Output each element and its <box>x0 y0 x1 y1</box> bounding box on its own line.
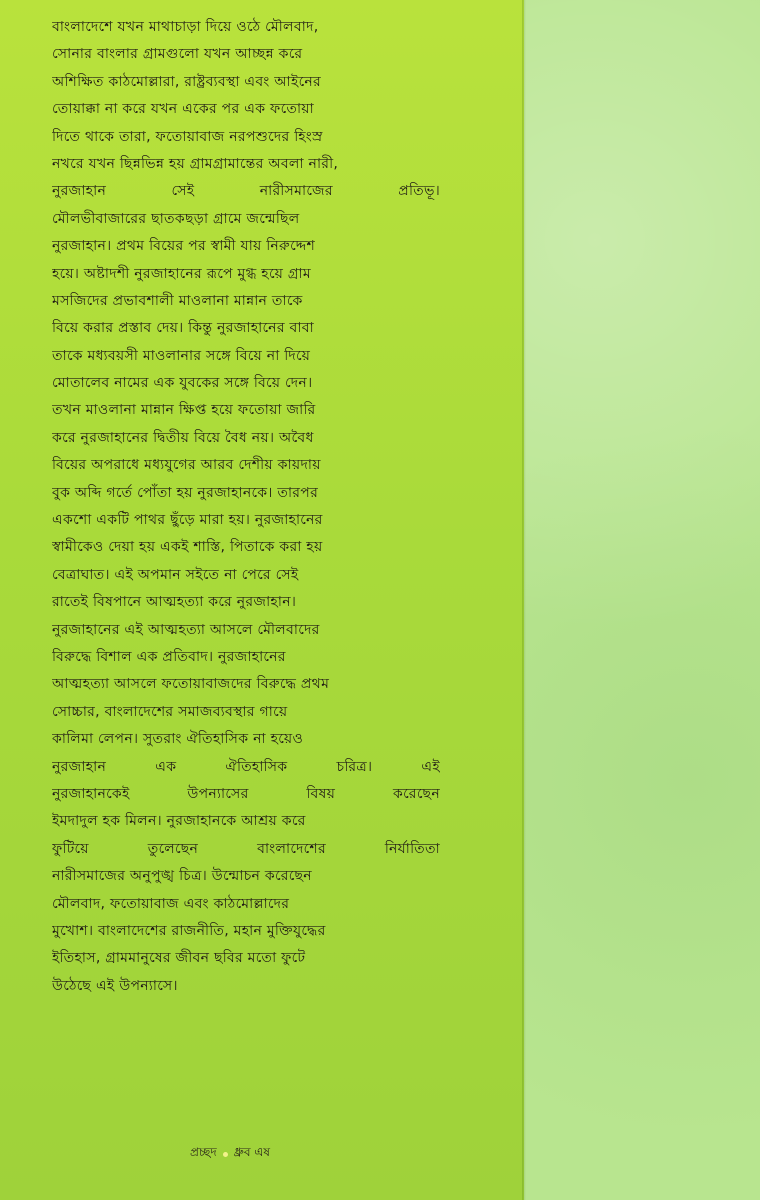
blurb-text <box>52 14 440 1000</box>
blurb-line: বাংলাদেশে যখন মাথাচাড়া দিয়ে ওঠে মৌলবাদ, <box>52 19 319 35</box>
blurb-line: তোয়াক্কা না করে যখন একের পর এক ফতোয়া <box>52 101 314 118</box>
blurb-line: ইমদাদুল হক মিলন। নুরজাহানকে আশ্রয় করে <box>52 813 306 830</box>
blurb-line: মোতালেব নামের এক যুবকের সঙ্গে বিয়ে দেন। <box>52 375 313 392</box>
blurb-line: মৌলবাদ, ফতোয়াবাজ এবং কাঠমোল্লাদের <box>52 895 290 912</box>
blurb-line: নারীসমাজের অনুপুঙ্খ চিত্র। উন্মোচন করেছেন <box>52 868 312 885</box>
blurb-line: বিয়ে করার প্রস্তাব দেয়। কিন্তু নুরজাহানের বাবা <box>52 320 314 337</box>
blurb-line: বেত্রাঘাত। এই অপমান সইতে না পেরে সেই <box>52 566 299 583</box>
blurb-line: নুরজাহানকেই উপন্যাসের বিষয় করেছেন <box>52 785 440 802</box>
blurb-line: আত্মহত্যা আসলে ফতোয়াবাজদের বিরুদ্ধে প্রথম <box>52 676 330 693</box>
blurb-line: তাকে মধ্যবয়সী মাওলানার সঙ্গে বিয়ে না দিয়ে <box>52 347 311 364</box>
blurb-line: নুরজাহানের এই আত্মহত্যা আসলে মৌলবাদের <box>52 621 320 638</box>
blurb-line: ইতিহাস, গ্রামমানুষের জীবন ছবির মতো ফুটে <box>52 950 306 967</box>
blurb-line: বিরুদ্ধে বিশাল এক প্রতিবাদ। নুরজাহানের <box>52 648 286 665</box>
cover-credit <box>190 1144 410 1164</box>
panel-divider <box>522 0 526 1200</box>
blurb-line: মসজিদের প্রভাবশালী মাওলানা মান্নান তাকে <box>52 292 303 309</box>
blurb-line: নখরে যখন ছিন্নভিন্ন হয় গ্রামগ্রামান্তের অবলা নারী, <box>52 155 339 172</box>
blurb-line: তখন মাওলানা মান্নান ক্ষিপ্ত হয়ে ফতোয়া জারি <box>52 402 316 419</box>
blurb-line: হয়ে। অষ্টাদশী নুরজাহানের রূপে মুগ্ধ হয়ে গ্রাম <box>52 265 311 282</box>
blurb-line: দিতে থাকে তারা, ফতোয়াবাজ নরপশুদের হিংস্র <box>52 128 323 145</box>
blurb-line: করে নুরজাহানের দ্বিতীয় বিয়ে বৈধ নয়। অবৈধ <box>52 429 314 446</box>
cover-credit-name: ধ্রুব এষ <box>233 1145 271 1159</box>
blurb-line: উঠেছে এই উপন্যাসে। <box>52 977 178 994</box>
blurb-line: কালিমা লেপন। সুতরাং ঐতিহাসিক না হয়েও <box>52 731 304 748</box>
blurb-line: মৌলভীবাজারের ছাতকছড়া গ্রামে জন্মেছিল <box>52 210 300 227</box>
cover-credit-label: প্রচ্ছদ <box>190 1145 217 1159</box>
blurb-line: স্বামীকেও দেয়া হয় একই শাস্তি, পিতাকে করা হয় <box>52 539 323 556</box>
blurb-line: বুক অব্দি গর্তে পোঁতা হয় নুরজাহানকে। তারপর <box>52 484 319 501</box>
separator-dot-icon <box>223 1152 228 1157</box>
blurb-line: মুখোশ। বাংলাদেশের রাজনীতি, মহান মুক্তিযুদ্ধের <box>52 922 326 939</box>
blurb-line: একশো একটি পাথর ছুঁড়ে মারা হয়। নুরজাহানের <box>52 512 323 529</box>
blurb-line: সোচ্চার, বাংলাদেশের সমাজব্যবস্থার গায়ে <box>52 703 288 720</box>
blurb-line: ফুটিয়ে তুলেছেন বাংলাদেশের নির্যাতিতা <box>52 840 440 857</box>
blurb-line: বিয়ের অপরাধে মধ্যযুগের আরব দেশীয় কায়দায় <box>52 457 321 474</box>
blurb-line: নুরজাহান। প্রথম বিয়ের পর স্বামী যায় নিরুদ্দেশ <box>52 238 316 255</box>
blurb-line: নুরজাহান এক ঐতিহাসিক চরিত্র। এই <box>52 758 440 775</box>
blurb-line: নুরজাহান সেই নারীসমাজের প্রতিভূ। <box>52 183 440 200</box>
blurb-line: রাতেই বিষপানে আত্মহত্যা করে নুরজাহান। <box>52 594 297 611</box>
cover-flap-panel <box>524 0 760 1200</box>
blurb-line: সোনার বাংলার গ্রামগুলো যখন আচ্ছন্ন করে <box>52 46 303 63</box>
blurb-line: অশিক্ষিত কাঠমোল্লারা, রাষ্ট্রব্যবস্থা এবং আইনের <box>52 73 321 90</box>
